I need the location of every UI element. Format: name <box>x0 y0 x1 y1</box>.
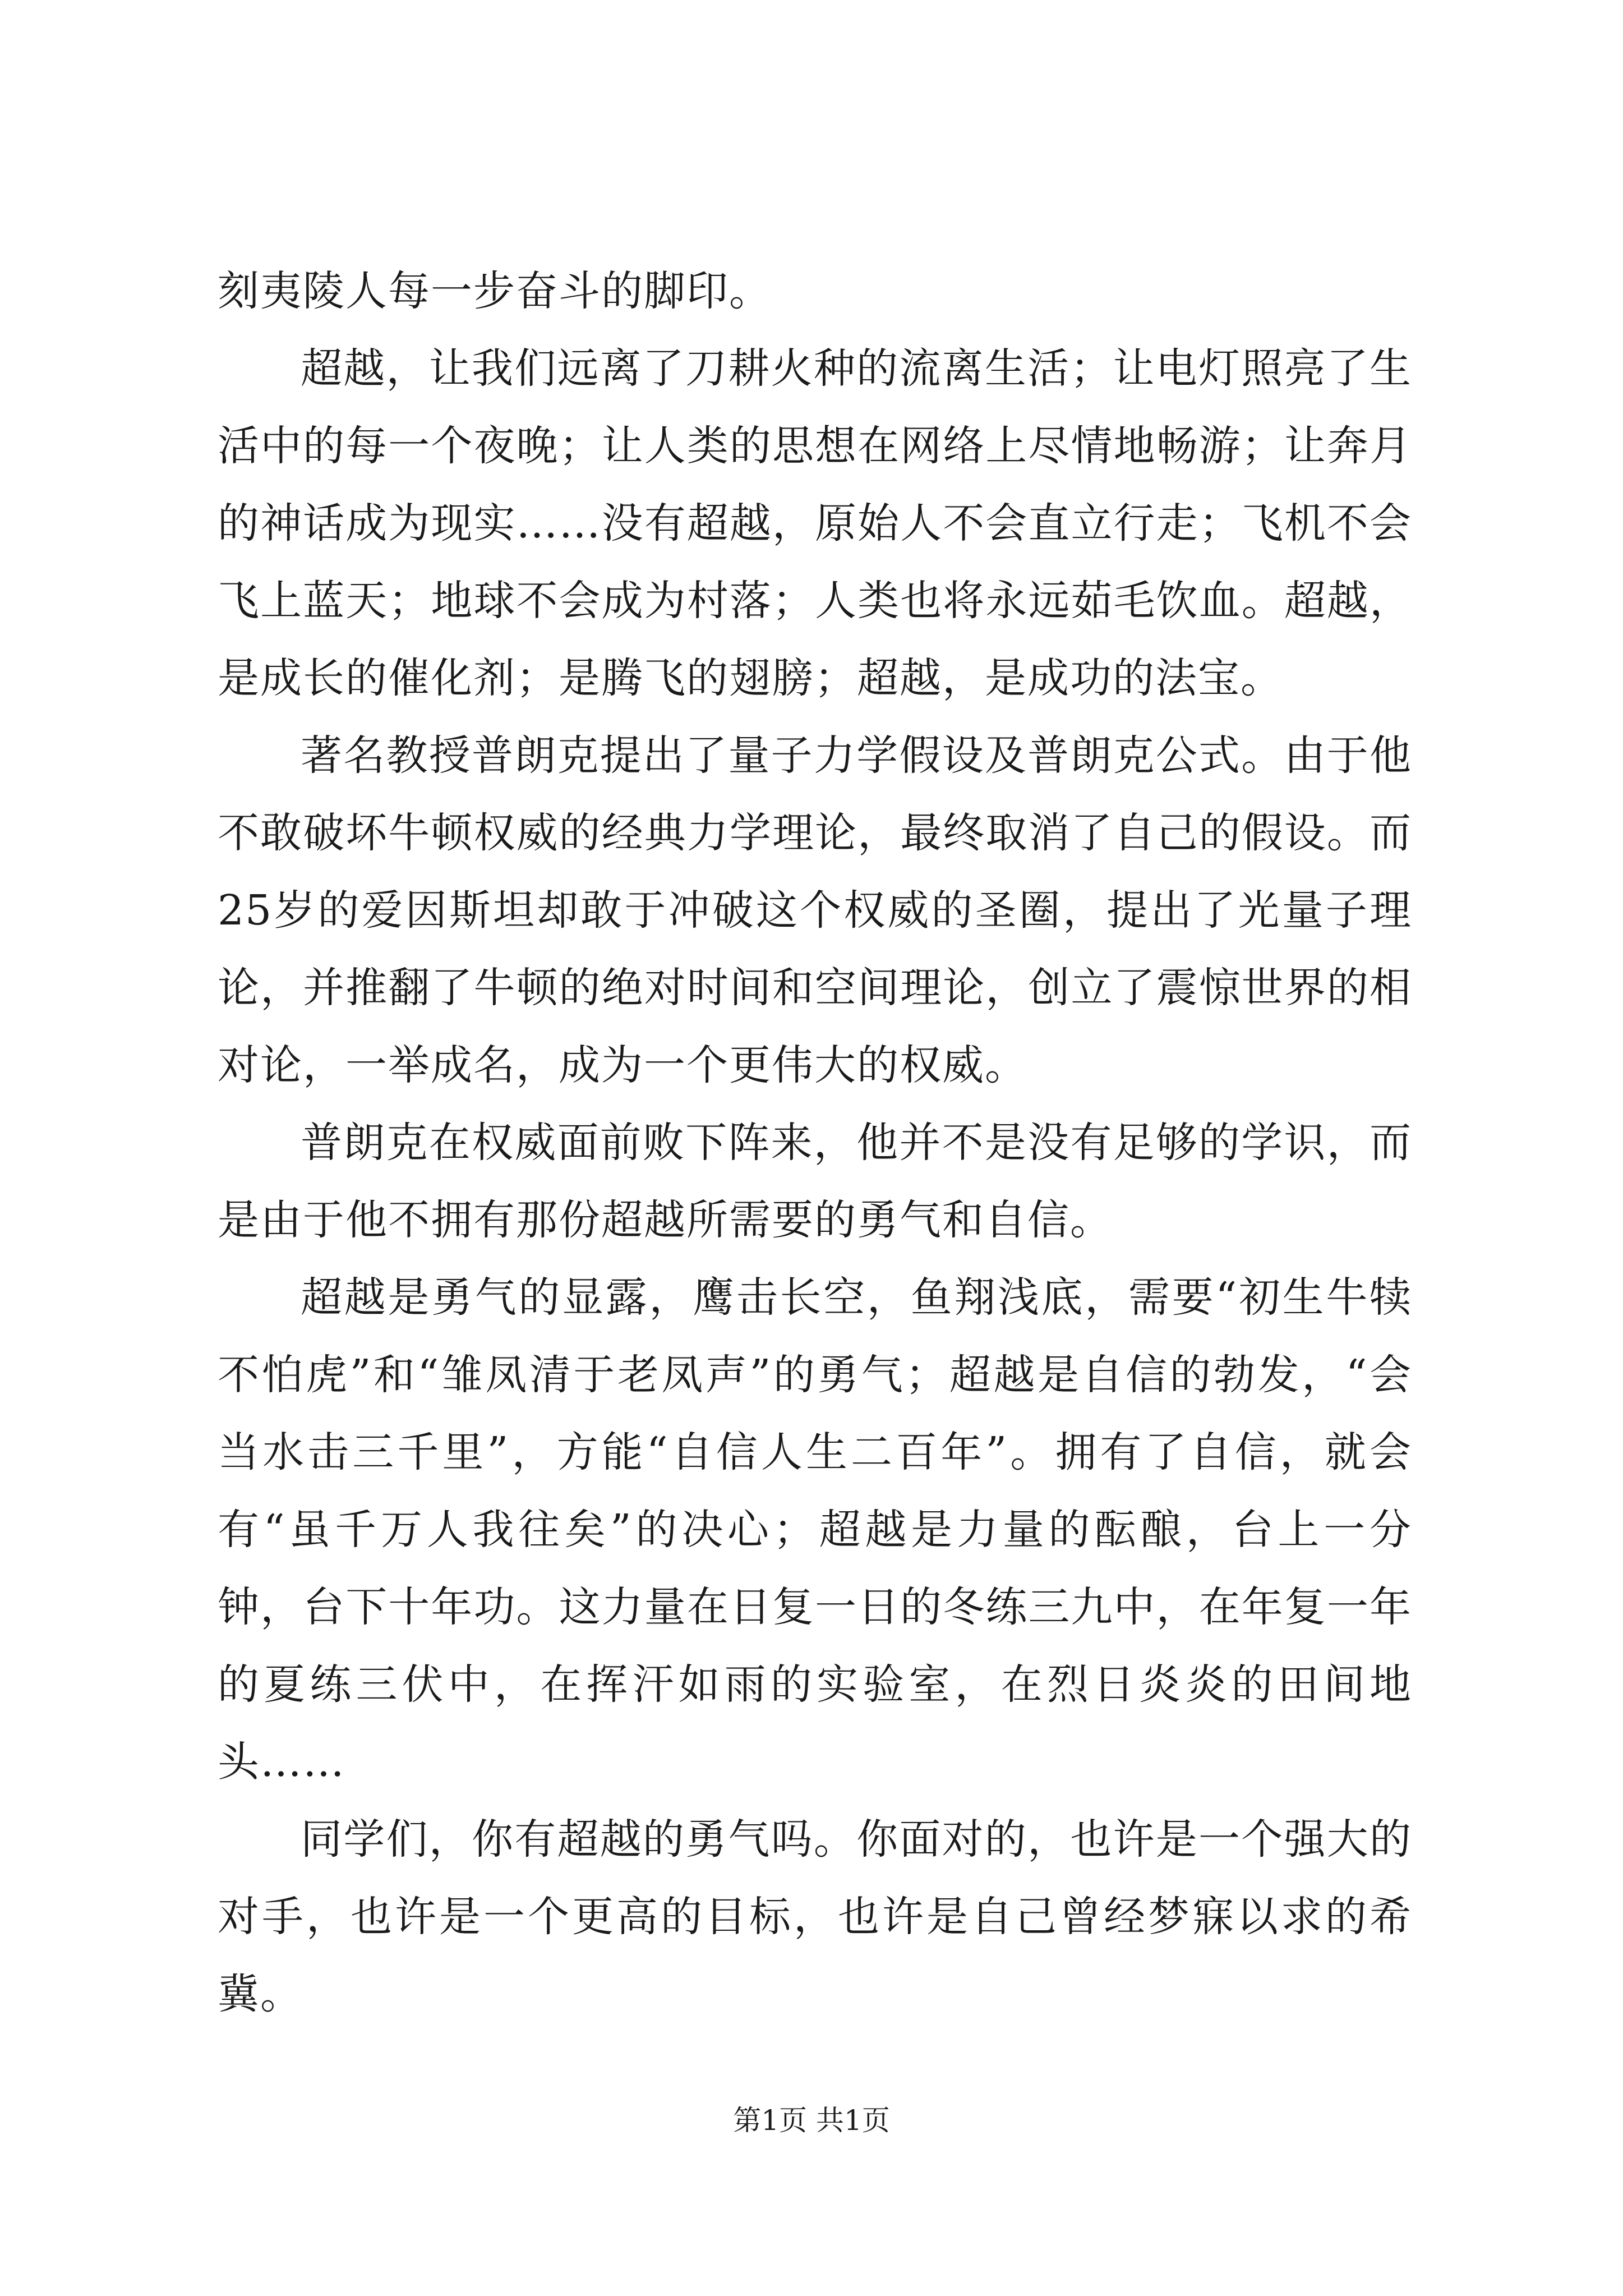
paragraph-6: 同学们，你有超越的勇气吗。你面对的，也许是一个强大的对手，也许是一个更高的目标，也许是自己曾经梦寐以求的希冀。 <box>218 1815 1412 2018</box>
page-footer: 第1页 共1页 <box>733 2104 890 2137</box>
paragraph-2: 超越，让我们远离了刀耕火种的流离生活；让电灯照亮了生活中的每一个夜晚；让人类的思想在网络上尽情地畅游；让奔月的神话成为现实……没有超越，原始人不会直立行走；飞机不会飞上蓝天；地球不会成为村落；人类也将永远茹毛饮血。超越，是成长的催化剂；是腾飞的翅膀；超越，是成功的法宝。 <box>218 344 1412 702</box>
paragraph-3: 著名教授普朗克提出了量子力学假设及普朗克公式。由于他不敢破坏牛顿权威的经典力学理论，最终取消了自己的假设。而25岁的爱因斯坦却敢于冲破这个权威的圣圈，提出了光量子理论，并推翻了牛顿的绝对时间和空间理论，创立了震惊世界的相对论，一举成名，成为一个更伟大的权威。 <box>218 731 1412 1089</box>
paragraph-1: 刻夷陵人每一步奋斗的脚印。 <box>218 267 772 315</box>
document-body <box>218 252 1412 2033</box>
paragraph-4: 普朗克在权威面前败下阵来，他并不是没有足够的学识，而是由于他不拥有那份超越所需要的勇气和自信。 <box>218 1119 1412 1244</box>
paragraph-5: 超越是勇气的显露，鹰击长空，鱼翔浅底，需要“初生牛犊不怕虎”和“雏凤清于老凤声”的勇气；超越是自信的勃发，“会当水击三千里”，方能“自信人生二百年”。拥有了自信，就会有“虽千万人我往矣”的决心；超越是力量的酝酿，台上一分钟，台下十年功。这力量在日复一日的冬练三九中，在年复一年的夏练三伏中，在挥汗如雨的实验室，在烈日炎炎的田间地头…… <box>218 1273 1412 1786</box>
